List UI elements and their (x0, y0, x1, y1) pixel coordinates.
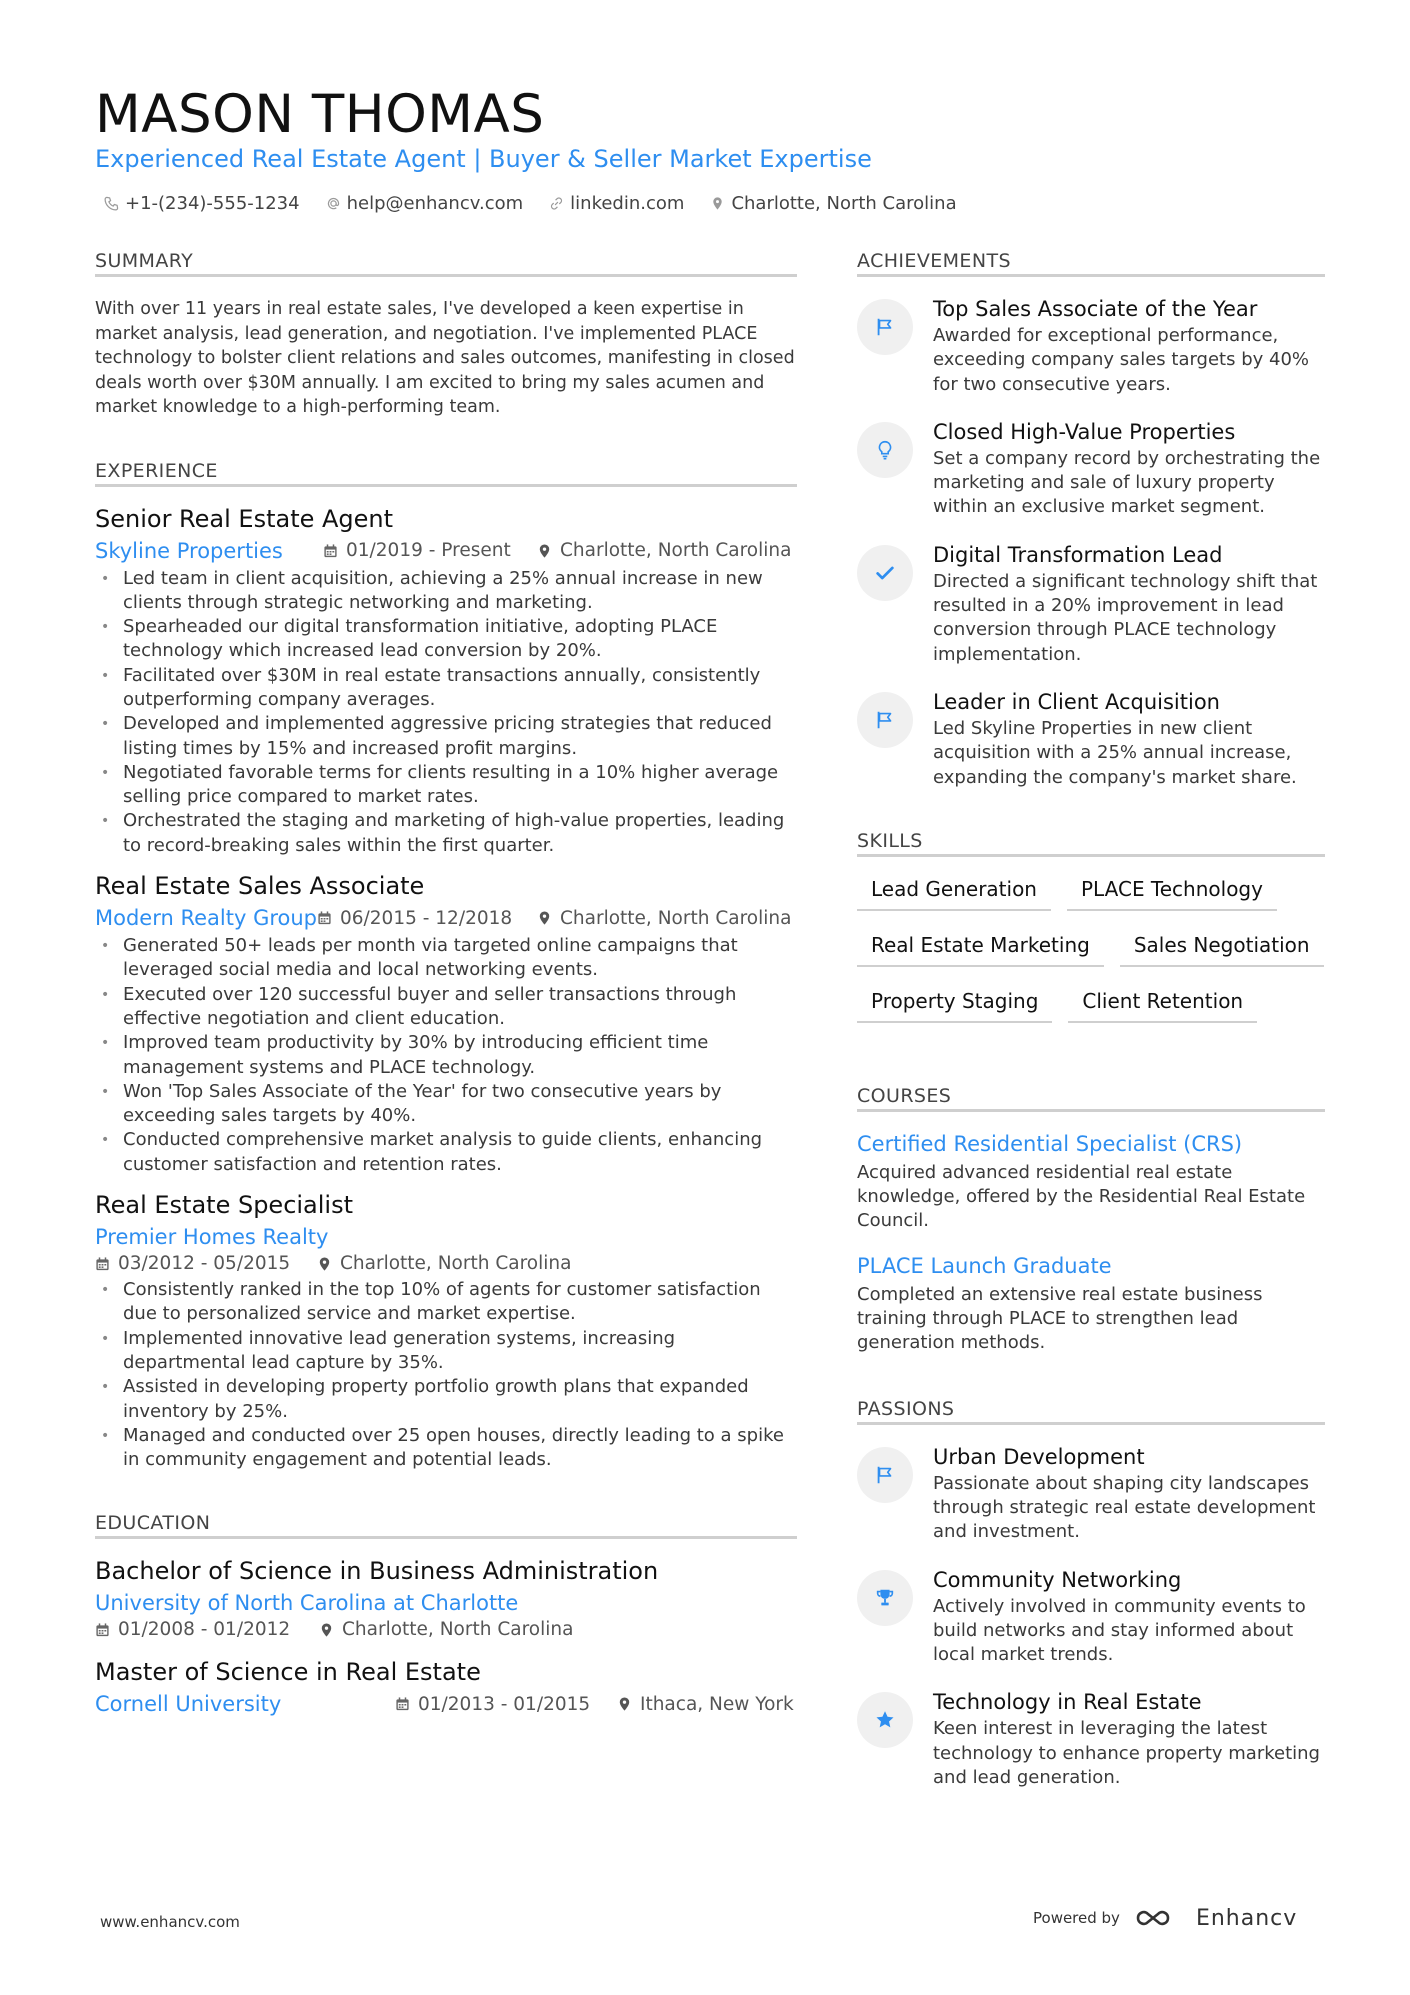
job-meta (95, 906, 797, 930)
degree-title: Bachelor of Science in Business Administration (95, 1557, 659, 1586)
passion-title: Technology in Real Estate (933, 1690, 1202, 1715)
contact-email[interactable] (326, 193, 524, 214)
education-meta (95, 1692, 797, 1716)
experience-item (95, 1191, 797, 1472)
education-meta (95, 1619, 797, 1640)
bullet: • Facilitated over $30M in real estate transactions annually, consistently outperforming company averages. (123, 664, 797, 713)
bullet: • Executed over 120 successful buyer and seller transactions through effective negotiation and client education. (123, 983, 797, 1032)
flag-icon (874, 316, 896, 338)
experience-item (95, 872, 797, 1177)
course-desc: Completed an extensive real estate business training through PLACE to strengthen lead generation methods. (857, 1283, 1263, 1354)
education-item (95, 1557, 797, 1640)
bullet: • Led team in client acquisition, achieving a 25% annual increase in new clients through strategic networking and marketing. (123, 567, 797, 616)
contact-bar (104, 193, 957, 214)
course-item (857, 1132, 1325, 1234)
school-name: Cornell University (95, 1692, 282, 1717)
achievement-desc: Awarded for exceptional performance, exceeding company sales targets by 40% for two consecutive years. (933, 325, 1310, 395)
passion-icon-badge (857, 1570, 913, 1626)
bullet: • Developed and implemented aggressive pricing strategies that reduced listing times by 15% and increased profit margins. (123, 712, 797, 761)
link-icon (549, 196, 564, 211)
skill-tag: Lead Generation (857, 869, 1051, 911)
passion-body (933, 1445, 1325, 1545)
achievement-icon-badge (857, 299, 913, 355)
location-text: Charlotte, North Carolina (731, 193, 957, 214)
course-title: Certified Residential Specialist (CRS) (857, 1131, 1243, 1156)
experience-item (95, 505, 797, 859)
job-dates: 03/2012 - 05/2015 (95, 1253, 317, 1274)
achievement-body (933, 297, 1325, 397)
company-name: Modern Realty Group (95, 906, 318, 931)
bullet: • Generated 50+ leads per month via targeted online campaigns that leveraged social media and local networking events. (123, 934, 797, 983)
job-bullets (95, 1278, 797, 1472)
achievement-icon-badge (857, 545, 913, 601)
bullet: • Managed and conducted over 25 open houses, directly leading to a spike in community engagement and potential leads. (123, 1424, 797, 1473)
education-item (95, 1658, 797, 1716)
footer-website[interactable]: www.enhancv.com (100, 1913, 240, 1931)
calendar-icon (95, 1622, 110, 1638)
course-desc: Acquired advanced residential real estate knowledge, offered by the Residential Real Estate Council. (857, 1161, 1306, 1232)
bullet: • Negotiated favorable terms for clients resulting in a 10% higher average selling price compared to market rates. (123, 761, 797, 810)
skill-tag: Sales Negotiation (1120, 925, 1324, 967)
bullet: • Improved team productivity by 30% by introducing efficient time management systems and PLACE technology. (123, 1031, 797, 1080)
summary-text: With over 11 years in real estate sales, I've developed a keen expertise in market analysis, lead generation, and negotiation. I've implemented PLACE technology to bolster client relations and sales outcomes, manifesting in closed deals worth over $30M annually. I am excited to bring my sales acumen and market knowledge to a high-performing team. (95, 299, 795, 417)
passions-heading: PASSIONS (857, 1398, 1325, 1425)
passion-body (933, 1568, 1325, 1668)
email-text: help@enhancv.com (346, 193, 524, 214)
location-pin-icon (317, 1256, 332, 1272)
check-icon (874, 562, 896, 584)
job-dates: 01/2019 - Present (323, 540, 537, 561)
experience-heading: EXPERIENCE (95, 460, 797, 487)
job-meta (95, 1253, 797, 1274)
enhancv-logo-icon (1134, 1905, 1182, 1931)
achievement-desc: Set a company record by orchestrating the marketing and sale of luxury property within an exclusive market segment. (933, 447, 1321, 518)
passion-title: Urban Development (933, 1444, 1145, 1469)
flag-icon (874, 709, 896, 731)
passion-item (857, 1568, 1325, 1668)
course-title: PLACE Launch Graduate (857, 1253, 1112, 1278)
calendar-icon (317, 910, 332, 926)
contact-linkedin[interactable] (549, 193, 684, 214)
location-pin-icon (710, 196, 725, 211)
powered-by-text: Powered by (1033, 1909, 1120, 1927)
contact-phone[interactable] (104, 193, 300, 214)
course-item (857, 1254, 1325, 1356)
contact-location (710, 193, 956, 214)
passion-icon-badge (857, 1692, 913, 1748)
passion-desc: Passionate about shaping city landscapes through strategic real estate development and investment. (933, 1472, 1316, 1543)
job-location: Charlotte, North Carolina (537, 540, 791, 561)
location-pin-icon (537, 543, 552, 559)
education-location: Ithaca, New York (617, 1694, 794, 1715)
calendar-icon (323, 543, 338, 559)
job-meta (95, 1225, 797, 1249)
flag-icon (874, 1464, 896, 1486)
job-title: Real Estate Sales Associate (95, 872, 425, 901)
skills-list (857, 869, 1325, 1037)
achievement-body (933, 690, 1325, 790)
achievement-item (857, 297, 1325, 397)
right-column (857, 250, 1325, 1790)
job-bullets (95, 567, 797, 859)
achievement-item (857, 690, 1325, 790)
courses-heading: COURSES (857, 1085, 1325, 1112)
passion-icon-badge (857, 1447, 913, 1503)
linkedin-text: linkedin.com (570, 193, 685, 214)
bullet: • Conducted comprehensive market analysis to guide clients, enhancing customer satisfaction and retention rates. (123, 1128, 797, 1177)
calendar-icon (95, 1256, 110, 1272)
left-column (95, 250, 797, 1716)
degree-title: Master of Science in Real Estate (95, 1658, 481, 1687)
school-meta (95, 1591, 797, 1615)
company-name: Premier Homes Realty (95, 1225, 329, 1250)
achievement-title: Leader in Client Acquisition (933, 689, 1220, 714)
achievement-body (933, 543, 1325, 667)
school-name: University of North Carolina at Charlotte (95, 1591, 519, 1616)
achievement-desc: Directed a significant technology shift that resulted in a 20% improvement in lead conversion through PLACE technology implementation. (933, 570, 1318, 665)
calendar-icon (395, 1696, 410, 1712)
education-dates: 01/2008 - 01/2012 (95, 1619, 319, 1640)
summary-heading: SUMMARY (95, 250, 797, 277)
at-icon (326, 196, 341, 211)
bullet: • Won 'Top Sales Associate of the Year' for two consecutive years by exceeding sales targets by 40%. (123, 1080, 797, 1129)
job-location: Charlotte, North Carolina (537, 908, 791, 929)
education-heading: EDUCATION (95, 1512, 797, 1539)
job-title: Senior Real Estate Agent (95, 504, 394, 533)
skills-heading: SKILLS (857, 830, 1325, 857)
job-location: Charlotte, North Carolina (317, 1253, 571, 1274)
passion-item (857, 1445, 1325, 1545)
candidate-name: MASON THOMAS (95, 84, 545, 145)
skill-tag: Client Retention (1068, 981, 1257, 1023)
location-pin-icon (319, 1622, 334, 1638)
achievement-icon-badge (857, 692, 913, 748)
achievement-item (857, 420, 1325, 520)
passion-desc: Actively involved in community events to build networks and stay informed about local market trends. (933, 1595, 1306, 1666)
achievement-item (857, 543, 1325, 667)
passion-item (857, 1690, 1325, 1790)
phone-text: +1-(234)-555-1234 (125, 193, 300, 214)
achievements-heading: ACHIEVEMENTS (857, 250, 1325, 277)
bullet: • Orchestrated the staging and marketing of high-value properties, leading to record-breaking sales within the first quarter. (123, 809, 797, 858)
phone-icon (104, 196, 119, 211)
bullet: • Implemented innovative lead generation systems, increasing departmental lead capture by 35%. (123, 1327, 797, 1376)
skill-tag: Real Estate Marketing (857, 925, 1104, 967)
bullet: • Assisted in developing property portfolio growth plans that expanded inventory by 25%. (123, 1375, 797, 1424)
footer-brand[interactable] (1033, 1905, 1297, 1931)
skill-tag: Property Staging (857, 981, 1052, 1023)
location-pin-icon (537, 910, 552, 926)
brand-name: Enhancv (1195, 1905, 1298, 1931)
passion-title: Community Networking (933, 1567, 1182, 1592)
passion-body (933, 1690, 1325, 1790)
trophy-icon (874, 1587, 896, 1609)
skill-tag: PLACE Technology (1067, 869, 1277, 911)
achievement-body (933, 420, 1325, 520)
job-meta (95, 539, 797, 563)
education-dates: 01/2013 - 01/2015 (395, 1694, 617, 1715)
star-icon (874, 1709, 896, 1731)
achievement-title: Closed High-Value Properties (933, 419, 1236, 444)
achievement-desc: Led Skyline Properties in new client acquisition with a 25% annual increase, expanding the company's market share. (933, 717, 1297, 788)
location-pin-icon (617, 1696, 632, 1712)
achievement-icon-badge (857, 422, 913, 478)
achievement-title: Top Sales Associate of the Year (933, 297, 1258, 321)
company-name: Skyline Properties (95, 538, 283, 563)
job-bullets (95, 934, 797, 1177)
candidate-headline: Experienced Real Estate Agent | Buyer & Seller Market Expertise (95, 145, 872, 173)
job-title: Real Estate Specialist (95, 1191, 354, 1220)
job-dates: 06/2015 - 12/2018 (317, 908, 537, 929)
bullet: • Spearheaded our digital transformation initiative, adopting PLACE technology which increased lead conversion by 20%. (123, 615, 797, 664)
passion-desc: Keen interest in leveraging the latest technology to enhance property marketing and lead generation. (933, 1718, 1320, 1789)
education-location: Charlotte, North Carolina (319, 1619, 573, 1640)
bullet: • Consistently ranked in the top 10% of agents for customer satisfaction due to personalized service and market expertise. (123, 1278, 797, 1327)
achievement-title: Digital Transformation Lead (933, 542, 1223, 567)
lightbulb-icon (874, 439, 896, 461)
